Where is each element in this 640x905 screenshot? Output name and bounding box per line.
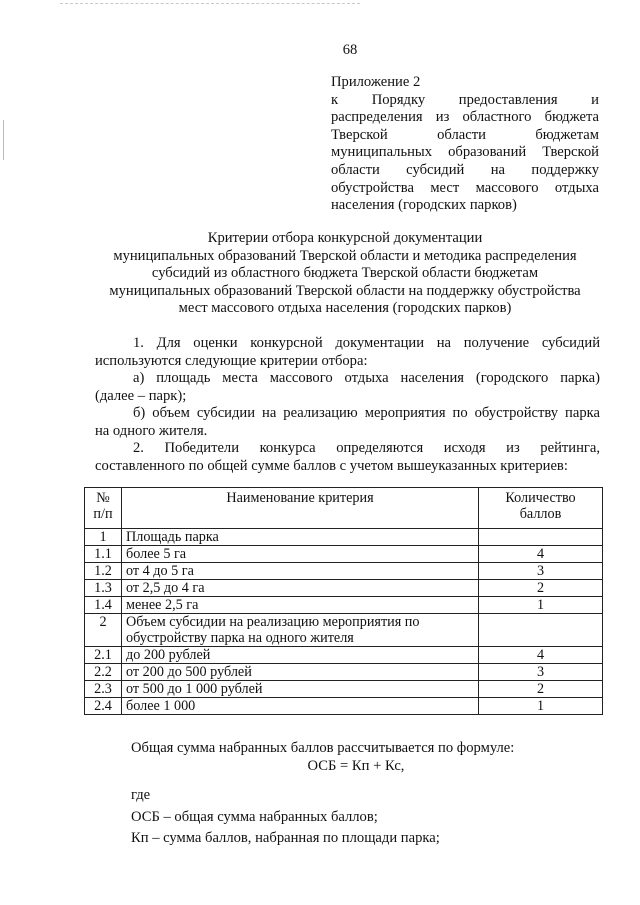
appendix-line: области субсидий на поддержку [331,161,599,178]
row-criterion: менее 2,5 га [122,597,479,614]
appendix-line: к Порядку предоставления и [331,91,599,108]
formula-definition: ОСБ – общая сумма набранных баллов; [131,808,378,825]
row-number: 2.2 [85,664,122,681]
row-number: 1.2 [85,563,122,580]
row-criterion: от 500 до 1 000 рублей [122,681,479,698]
table-row [85,546,603,563]
table-row [85,529,603,546]
table-header-row [85,488,603,529]
paragraph-2 [95,370,600,405]
row-number: 2 [85,614,122,647]
row-number: 2.3 [85,681,122,698]
row-number: 1 [85,529,122,546]
title-line: субсидий из областного бюджета Тверской области бюджетам [151,265,539,282]
paragraph-line: на одного жителя. [95,422,208,439]
paragraph-line: а) площадь места массового отдыха населения (городского парка) [133,370,600,386]
appendix-line: Тверской области бюджетам [331,126,599,143]
table-row [85,580,603,597]
row-criterion: от 2,5 до 4 га [122,580,479,597]
title-line: мест массового отдыха населения (городских парков) [178,300,512,317]
table-row [85,563,603,580]
appendix-title: Приложение 2 [331,74,421,90]
paragraph-line: используются следующие критерии отбора: [95,352,368,369]
table-row [85,664,603,681]
row-criterion: более 1 000 [122,698,479,715]
paragraph-4 [95,440,600,475]
appendix-line: муниципальных образований Тверской [331,144,599,161]
row-criterion: Площадь парка [122,529,479,546]
formula-expression: ОСБ = Кп + Кс, [307,757,405,774]
paragraph-1 [95,335,600,370]
page-number: 68 [342,42,358,58]
row-criterion: Объем субсидии на реализацию мероприятия по обустройству парка на одного жителя [122,614,479,647]
table-row [85,698,603,715]
paragraph-line: б) объем субсидии на реализацию мероприятия по обустройству парка [133,405,600,421]
row-points: 4 [479,647,603,664]
row-points [479,614,603,647]
row-points [479,529,603,546]
row-number: 1.1 [85,546,122,563]
row-points: 3 [479,563,603,580]
table-row [85,681,603,698]
document-title [90,230,600,318]
row-points: 3 [479,664,603,681]
row-points: 4 [479,546,603,563]
row-criterion: до 200 рублей [122,647,479,664]
formula-section [131,740,601,848]
paragraph-line: 1. Для оценки конкурсной документации на получение субсидий [133,335,600,351]
row-points: 2 [479,580,603,597]
row-criterion: от 200 до 500 рублей [122,664,479,681]
formula-where: где [131,787,151,804]
scan-edge-left [3,120,4,160]
appendix-line: обустройства мест массового отдыха [331,179,599,196]
appendix-line: населения (городских парков) [331,197,517,214]
title-line: Критерии отбора конкурсной документации [207,230,483,246]
scan-edge-top [60,3,360,5]
formula-definition: Кп – сумма баллов, набранная по площади парка; [131,830,440,847]
appendix-line: распределения из областного бюджета [331,109,599,126]
title-line: муниципальных образований Тверской области на поддержку обустройства [109,282,581,299]
title-line: муниципальных образований Тверской области и методика распределения [113,247,577,264]
paragraph-line: составленного по общей сумме баллов с учетом вышеуказанных критериев: [95,457,568,474]
formula-intro: Общая сумма набранных баллов рассчитывается по формуле: [131,740,515,756]
paragraph-line: 2. Победители конкурса определяются исходя из рейтинга, [133,440,600,456]
row-points: 2 [479,681,603,698]
header-criterion: Наименование критерия [122,488,479,529]
row-number: 2.4 [85,698,122,715]
table-row [85,647,603,664]
row-number: 2.1 [85,647,122,664]
row-criterion: от 4 до 5 га [122,563,479,580]
table-row [85,597,603,614]
row-number: 1.4 [85,597,122,614]
table-row [85,614,603,647]
criteria-table [84,487,603,715]
row-criterion: более 5 га [122,546,479,563]
paragraph-line: (далее – парк); [95,387,187,404]
header-number: № п/п [85,488,122,529]
header-points: Количество баллов [479,488,603,529]
row-points: 1 [479,698,603,715]
appendix-header [331,74,599,215]
row-points: 1 [479,597,603,614]
paragraph-3 [95,405,600,440]
row-number: 1.3 [85,580,122,597]
